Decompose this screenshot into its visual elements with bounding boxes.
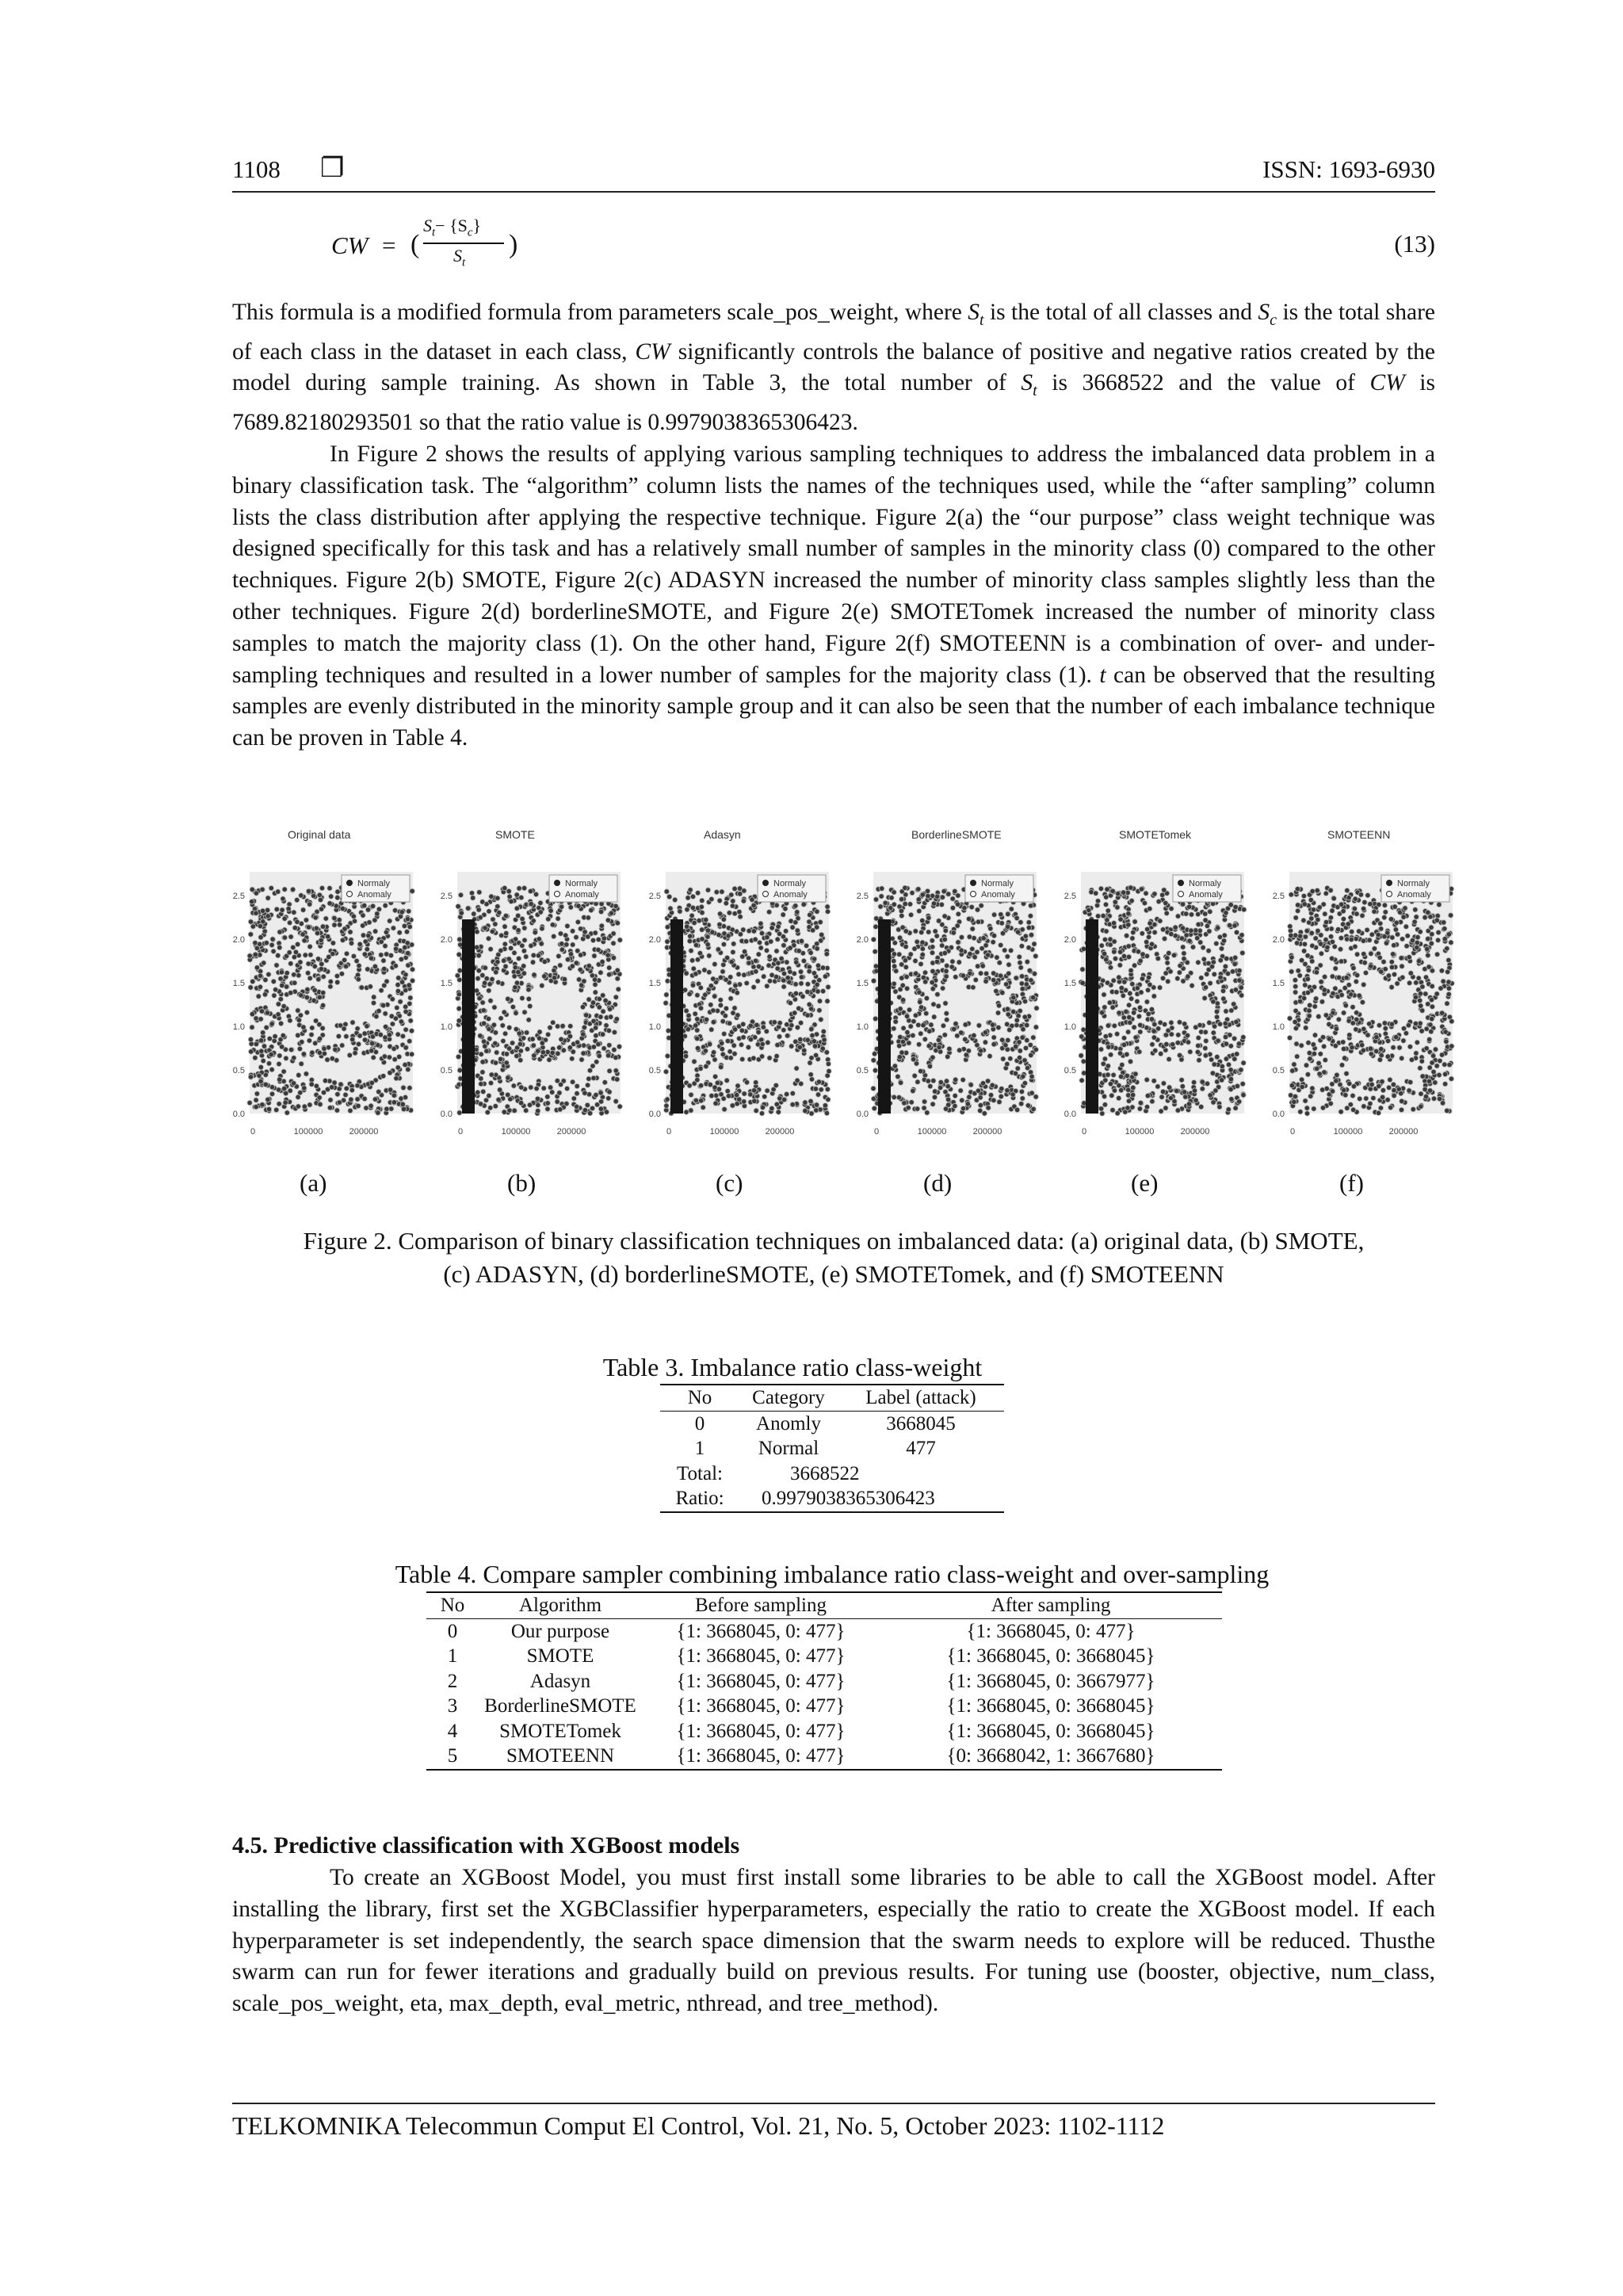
x-tick-label: 200000: [765, 1127, 795, 1137]
scatter-plot: [1056, 828, 1254, 1149]
subfigure-label: (b): [507, 1169, 537, 1197]
x-tick-label: 0: [1081, 1127, 1087, 1137]
legend-label: Anomaly: [1189, 890, 1223, 900]
box-icon: ❐: [320, 154, 345, 183]
legend-marker: [1178, 881, 1184, 886]
table-row: 3 BorderlineSMOTE {1: 3668045, 0: 477} {1: 3668045, 0: 3668045}: [447, 1695, 1155, 1717]
y-tick-label: 2.5: [1272, 892, 1285, 901]
table-row: 5 SMOTEENN {1: 3668045, 0: 477} {0: 3668042, 1: 3667680}: [426, 1744, 1222, 1770]
scatter-panel-3: [848, 828, 1046, 1149]
page-number: 1108: [232, 155, 281, 183]
y-tick-label: 2.5: [856, 892, 869, 901]
y-tick-label: 2.5: [1064, 892, 1076, 901]
legend-marker: [1178, 892, 1184, 897]
legend-label: Normaly: [357, 879, 390, 888]
figure-caption: [232, 1224, 1435, 1291]
y-tick-label: 0.5: [232, 1066, 245, 1075]
y-tick-label: 2.0: [648, 935, 661, 945]
y-tick-label: 0.0: [1064, 1110, 1076, 1119]
x-tick-label: 200000: [556, 1127, 586, 1137]
legend-marker: [555, 892, 560, 897]
x-tick-label: 200000: [349, 1127, 379, 1137]
minority-band: [878, 919, 891, 1114]
legend-marker: [971, 892, 976, 897]
legend-label: Anomaly: [981, 890, 1015, 900]
x-tick-label: 0: [1289, 1127, 1296, 1137]
table3-header-no: No: [660, 1385, 739, 1411]
scatter-panel-2: [640, 828, 838, 1149]
y-tick-label: 2.0: [440, 935, 453, 945]
y-tick-label: 2.0: [856, 935, 869, 945]
y-tick-label: 0.0: [440, 1110, 453, 1119]
subfigure-label: (c): [716, 1169, 743, 1197]
footer-rule: [232, 2103, 1435, 2104]
eq-fraction-bar: [423, 243, 504, 244]
legend-marker: [763, 892, 769, 897]
x-tick-label: 0: [457, 1127, 464, 1137]
header-rule: [232, 191, 1435, 193]
y-tick-label: 1.0: [1272, 1022, 1285, 1032]
panel-title: Adasyn: [704, 828, 741, 841]
panel-title: SMOTE: [495, 828, 535, 841]
y-tick-label: 0.5: [856, 1066, 869, 1075]
minority-band: [670, 919, 683, 1114]
scatter-plot: [224, 828, 422, 1149]
y-tick-label: 1.5: [1272, 979, 1285, 988]
y-tick-label: 0.5: [1064, 1066, 1076, 1075]
equation-number: (13): [1394, 230, 1435, 258]
table3: [660, 1384, 1004, 1513]
y-tick-label: 1.5: [648, 979, 661, 988]
legend-marker: [1387, 892, 1392, 897]
legend-marker: [971, 881, 976, 886]
panel-title: SMOTEENN: [1327, 828, 1391, 841]
legend-label: Normaly: [1189, 879, 1221, 888]
section-body: To create an XGBoost Model, you must first install some libraries to be able to call the XGBoost model. After installing the library, first set the XGBClassifier hyperparameters, especially the ratio to create the XGBoost model. If each hyperparameter is set independently, the search space dimension that the swarm needs to explore will be reduced. Thusthe swarm can run for fewer iterations and gradually build on previous results. For tuning use (booster, objective, num_class, scale_pos_weight, eta, max_depth, eval_metric, nthread, and tree_method).: [232, 1865, 1435, 2017]
y-tick-label: 0.0: [1272, 1110, 1285, 1119]
eq-numerator: $S_t- \{S_c\}$: [423, 216, 482, 239]
table3-caption: Table 3. Imbalance ratio class-weight: [602, 1353, 983, 1381]
table4-caption: Table 4. Compare sampler combining imbalance ratio class-weight and over-sampling: [395, 1560, 1270, 1588]
table3-header-label: Label (attack): [838, 1385, 1004, 1411]
eq-lhs: CW: [331, 231, 369, 259]
paragraph-1: This formula is a modified formula from parameters scale_pos_weight, where $S_t$ is the total of all classes and $S_c$ is the total share of each class in the dataset in each class, CW significantly controls the balance of positive and negative ratios created by the model during sample training. As shown in Table 3, the total number of $S_t$ is 3668522 and the value of CW is 7689.82180293501 so that the ratio value is 0.9979038365306423. In Figure 2 shows the results of applying various sampling techniques to address the imbalanced data problem in a binary classification task. The “algorithm” column lists the names of the techniques used, while the “after sampling” column lists the class distribution after applying the respective technique. Figure 2(a) the “our purpose” class weight technique was designed specifically for this task and has a relatively small number of samples in the minority class (0) compared to the other techniques. Figure 2(b) SMOTE, Figure 2(c) ADASYN increased the number of minority class samples slightly less than the other techniques. Figure 2(d) borderlineSMOTE, and Figure 2(e) SMOTETomek increased the number of minority class samples to match the majority class (1). On the other hand, Figure 2(f) SMOTEENN is a combination of over- and under-sampling techniques and resulted in a lower number of samples for the majority class (1). t can be observed that the resulting samples are evenly distributed in the minority sample group and it can also be seen that the number of each imbalance technique can be proven in Table 4.: [232, 297, 1435, 755]
subfigure-label: (f): [1339, 1169, 1364, 1197]
legend-marker: [763, 881, 769, 886]
eq-denominator: $S_t$: [453, 246, 466, 269]
table-row: 0 Anomly 3668045: [694, 1412, 956, 1435]
y-tick-label: 2.0: [1272, 935, 1285, 945]
issn-label: ISSN: 1693-6930: [1262, 155, 1435, 183]
table4-header-no: No: [426, 1592, 479, 1618]
y-tick-label: 0.5: [648, 1066, 661, 1075]
table-row: 4 SMOTETomek {1: 3668045, 0: 477} {1: 3668045, 0: 3668045}: [447, 1720, 1155, 1742]
scatter-plot: [432, 828, 630, 1149]
x-tick-label: 200000: [972, 1127, 1002, 1137]
scatter-plot: [640, 828, 838, 1149]
x-tick-label: 100000: [1333, 1127, 1363, 1137]
legend-label: Normaly: [981, 879, 1014, 888]
y-tick-label: 2.0: [1064, 935, 1076, 945]
table3-ratio-row: Ratio: 0.9979038365306423: [660, 1486, 1004, 1512]
scatter-plot: [848, 828, 1046, 1149]
subfigure-label: (d): [923, 1169, 953, 1197]
y-tick-label: 1.5: [1064, 979, 1076, 988]
y-tick-label: 1.0: [856, 1022, 869, 1032]
x-tick-label: 100000: [709, 1127, 739, 1137]
y-tick-label: 1.0: [232, 1022, 245, 1032]
legend-label: Normaly: [773, 879, 806, 888]
eq-close-paren: ): [509, 230, 518, 259]
table4-header-before: Before sampling: [642, 1592, 880, 1618]
panel-title: BorderlineSMOTE: [911, 828, 1002, 841]
scatter-panel-0: [224, 828, 422, 1149]
x-tick-label: 100000: [917, 1127, 947, 1137]
y-tick-label: 2.5: [232, 892, 245, 901]
footer-citation: TELKOMNIKA Telecommun Comput El Control, Vol. 21, No. 5, October 2023: 1102-1112: [232, 2111, 1165, 2140]
legend-marker: [1387, 881, 1392, 886]
legend-label: Anomaly: [773, 890, 808, 900]
legend-label: Normaly: [1397, 879, 1430, 888]
minority-band: [1086, 919, 1098, 1114]
y-tick-label: 0.5: [1272, 1066, 1285, 1075]
subfigure-label: (e): [1131, 1169, 1159, 1197]
y-tick-label: 1.5: [232, 979, 245, 988]
minority-band: [462, 919, 475, 1114]
table4-header-after: After sampling: [880, 1592, 1222, 1618]
x-tick-label: 200000: [1388, 1127, 1419, 1137]
paragraph-2: In Figure 2 shows the results of applying various sampling techniques to address the imbalanced data problem in a binary classification task. The “algorithm” column lists the names of the techniques used, while the “after sampling” column lists the class distribution after applying the respective technique. Figure 2(a) the “our purpose” class weight technique was designed specifically for this task and has a relatively small number of samples in the minority class (0) compared to the other techniques. Figure 2(b) SMOTE, Figure 2(c) ADASYN increased the number of minority class samples slightly less than the other techniques. Figure 2(d) borderlineSMOTE, and Figure 2(e) SMOTETomek increased the number of minority class samples to match the majority class (1). On the other hand, Figure 2(f) SMOTEENN is a combination of over- and under-sampling techniques and resulted in a lower number of samples for the majority class (1). t can be observed that the resulting samples are evenly distributed in the minority sample group and it can also be seen that the number of each imbalance technique can be proven in Table 4.: [232, 441, 1435, 751]
equation-13: [331, 212, 569, 276]
figure-caption-line1: Figure 2. Comparison of binary classification techniques on imbalanced data: (a) original data, (b) SMOTE,: [303, 1227, 1365, 1255]
legend-label: Normaly: [565, 879, 598, 888]
x-tick-label: 200000: [1180, 1127, 1210, 1137]
legend-marker: [347, 881, 353, 886]
y-tick-label: 0.5: [440, 1066, 453, 1075]
table3-header-category: Category: [739, 1385, 838, 1411]
panel-title: Original data: [288, 828, 351, 841]
table-row: 1 SMOTE {1: 3668045, 0: 477} {1: 3668045, 0: 3668045}: [447, 1645, 1155, 1667]
table4-header-algorithm: Algorithm: [479, 1592, 642, 1618]
y-tick-label: 2.5: [440, 892, 453, 901]
x-tick-label: 0: [250, 1127, 256, 1137]
y-tick-label: 1.5: [440, 979, 453, 988]
x-tick-label: 100000: [501, 1127, 531, 1137]
subfigure-label: (a): [300, 1169, 327, 1197]
y-tick-label: 0.0: [232, 1110, 245, 1119]
y-tick-label: 2.5: [648, 892, 661, 901]
legend-label: Anomaly: [1397, 890, 1431, 900]
legend-label: Anomaly: [565, 890, 599, 900]
y-tick-label: 0.0: [648, 1110, 661, 1119]
eq-equals: =: [382, 231, 396, 259]
table3-total-row: Total: 3668522: [677, 1462, 860, 1484]
table-row: 0 Our purpose {1: 3668045, 0: 477} {1: 3668045, 0: 477}: [447, 1620, 1136, 1642]
section-heading: 4.5. Predictive classification with XGBoost models: [232, 1832, 740, 1859]
legend-marker: [555, 881, 560, 886]
table-row: 1 Normal 477: [694, 1438, 936, 1459]
figure-caption-line2: (c) ADASYN, (d) borderlineSMOTE, (e) SMOTETomek, and (f) SMOTEENN: [443, 1260, 1224, 1288]
scatter-panel-1: [432, 828, 630, 1149]
y-tick-label: 1.0: [1064, 1022, 1076, 1032]
legend-marker: [347, 892, 353, 897]
scatter-panel-5: [1264, 828, 1462, 1149]
plot-area: [250, 872, 413, 1114]
legend-label: Anomaly: [357, 890, 391, 900]
x-tick-label: 100000: [1125, 1127, 1155, 1137]
scatter-plot: [1264, 828, 1462, 1149]
table-row: 2 Adasyn {1: 3668045, 0: 477} {1: 3668045, 0: 3667977}: [447, 1670, 1155, 1692]
y-tick-label: 0.0: [856, 1110, 869, 1119]
x-tick-label: 0: [873, 1127, 880, 1137]
x-tick-label: 0: [666, 1127, 672, 1137]
y-tick-label: 1.0: [440, 1022, 453, 1032]
scatter-panel-4: [1056, 828, 1254, 1149]
y-tick-label: 2.0: [232, 935, 245, 945]
panel-title: SMOTETomek: [1119, 828, 1192, 841]
y-tick-label: 1.5: [856, 979, 869, 988]
table4: [426, 1591, 1222, 1771]
y-tick-label: 1.0: [648, 1022, 661, 1032]
eq-open-paren: (: [411, 230, 420, 259]
x-tick-label: 100000: [293, 1127, 323, 1137]
